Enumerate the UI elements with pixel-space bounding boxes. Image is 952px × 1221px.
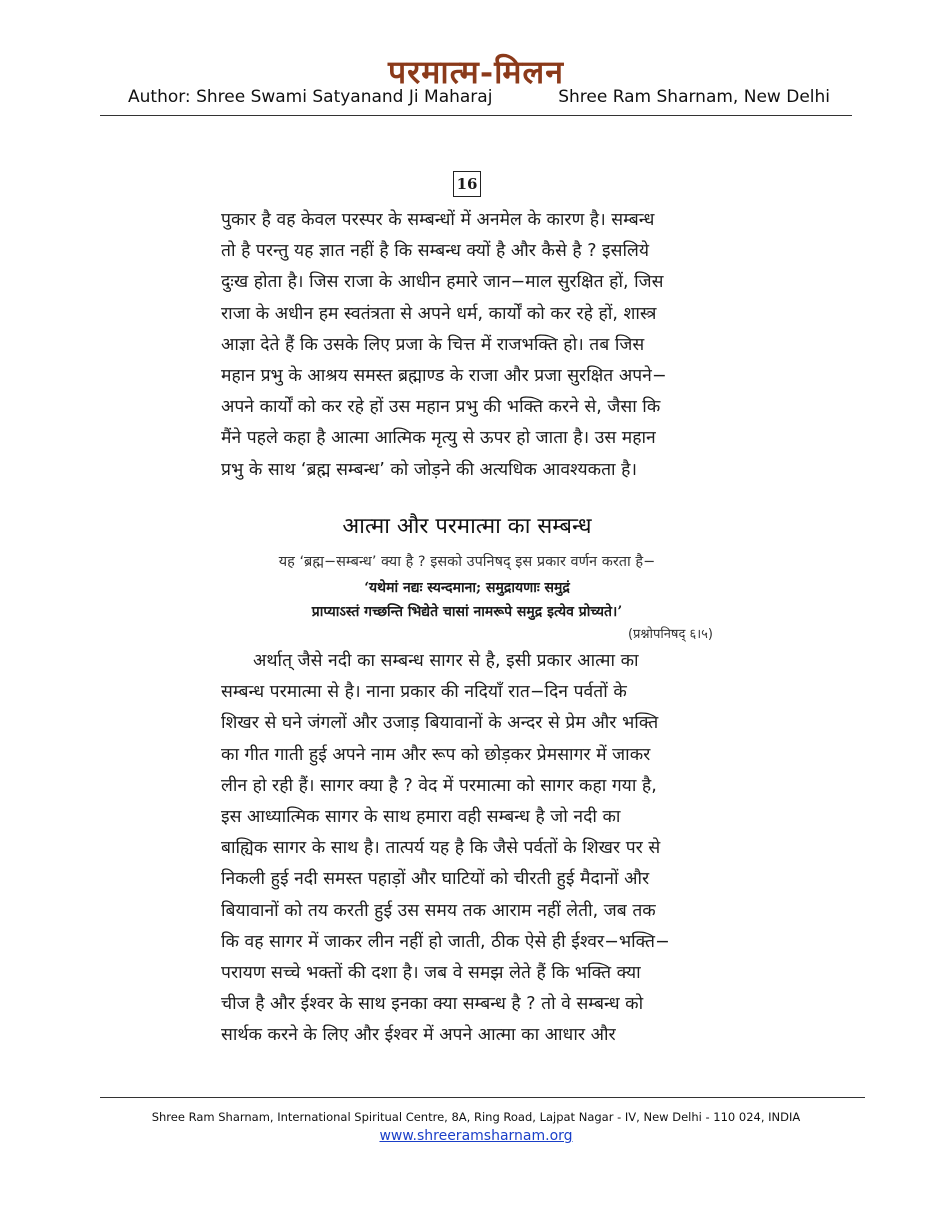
text-line: चीज है और ईश्वर के साथ इनका क्या सम्बन्ध है ? तो वे सम्बन्ध को	[221, 994, 644, 1015]
section-intro: यह ‘ब्रह्म−सम्बन्ध’ क्या है ? इसको उपनिषद् इस प्रकार वर्णन करता है−	[278, 554, 656, 570]
website-link[interactable]: www.shreeramsharnam.org	[379, 1128, 573, 1144]
verse-citation: (प्रश्नोपनिषद् ६।५)	[627, 627, 713, 642]
sanskrit-verse-line-2: प्राप्याऽस्तं गच्छन्ति भिद्येते चासां नामरूपे समुद्र इत्येव प्रोच्यते।’	[311, 604, 623, 620]
text-line: अपने कार्यों को कर रहे हों उस महान प्रभु की भक्ति करने से, जैसा कि	[221, 397, 661, 418]
text-line: लीन हो रही हैं। सागर क्या है ? वेद में परमात्मा को सागर कहा गया है,	[221, 775, 657, 796]
text-line: राजा के अधीन हम स्वतंत्रता से अपने धर्म, कार्यों को कर रहे हों, शास्त्र	[221, 303, 657, 324]
text-line: सार्थक करने के लिए और ईश्वर में अपने आत्मा का आधार और	[221, 1025, 616, 1046]
text-line: परायण सच्चे भक्तों की दशा है। जब वे समझ लेते हैं कि भक्ति क्या	[221, 962, 641, 983]
text-line: का गीत गाती हुई अपने नाम और रूप को छोड़कर प्रेमसागर में जाकर	[221, 744, 651, 765]
text-line: कि वह सागर में जाकर लीन नहीं हो जाती, ठीक ऐसे ही ईश्वर−भक्ति−	[221, 931, 670, 952]
footer-divider	[100, 1097, 865, 1098]
text-line: दुःख होता है। जिस राजा के आधीन हमारे जान−माल सुरक्षित हों, जिस	[221, 272, 664, 293]
text-line: अर्थात् जैसे नदी का सम्बन्ध सागर से है, इसी प्रकार आत्मा का	[253, 651, 639, 671]
text-line: शिखर से घने जंगलों और उजाड़ बियावानों के अन्दर से प्रेम और भक्ति	[221, 713, 659, 734]
footer-address: Shree Ram Sharnam, International Spiritual Centre, 8A, Ring Road, Lajpat Nagar - IV, New Delhi - 110 024, INDIA	[151, 1110, 801, 1124]
text-line: इस आध्यात्मिक सागर के साथ हमारा वही सम्बन्ध है जो नदी का	[221, 806, 621, 827]
section-heading: आत्मा और परमात्मा का सम्बन्ध	[342, 514, 592, 539]
text-line: मैंने पहले कहा है आत्मा आत्मिक मृत्यु से ऊपर हो जाता है। उस महान	[221, 428, 656, 449]
paragraph-1	[221, 205, 713, 486]
publisher-line: Shree Ram Sharnam, New Delhi	[558, 87, 830, 107]
text-line: महान प्रभु के आश्रय समस्त ब्रह्माण्ड के राजा और प्रजा सुरक्षित अपने−	[221, 365, 667, 386]
page-number: 16	[453, 171, 481, 197]
footer-website	[0, 1126, 952, 1146]
paragraph-2	[221, 646, 713, 1051]
text-line: निकली हुई नदी समस्त पहाड़ों और घाटियों को चीरती हुई मैदानों और	[221, 869, 650, 890]
text-line: तो है परन्तु यह ज्ञात नहीं है कि सम्बन्ध क्यों है और कैसे है ? इसलिये	[221, 241, 650, 262]
header-divider	[100, 115, 852, 116]
book-title-logo: परमात्म-मिलन	[388, 53, 564, 91]
text-line: प्रभु के साथ ‘ब्रह्म सम्बन्ध’ को जोड़ने की अत्यधिक आवश्यकता है।	[221, 459, 638, 480]
text-line: सम्बन्ध परमात्मा से है। नाना प्रकार की नदियाँ रात−दिन पर्वतों के	[221, 682, 627, 703]
text-line: आज्ञा देते हैं कि उसके लिए प्रजा के चित्त में राजभक्ति हो। तब जिस	[221, 334, 645, 355]
author-line: Author: Shree Swami Satyanand Ji Maharaj	[128, 87, 493, 107]
text-line: बियावानों को तय करती हुई उस समय तक आराम नहीं लेती, जब तक	[221, 900, 656, 921]
text-line: पुकार है वह केवल परस्पर के सम्बन्धों में अनमेल के कारण है। सम्बन्ध	[221, 210, 655, 230]
text-line: बाह्यिक सागर के साथ है। तात्पर्य यह है कि जैसे पर्वतों के शिखर पर से	[221, 838, 661, 859]
sanskrit-verse-line-1: ‘यथेमां नद्यः स्यन्दमाना; समुद्रायणाः समुद्रं	[364, 580, 570, 596]
